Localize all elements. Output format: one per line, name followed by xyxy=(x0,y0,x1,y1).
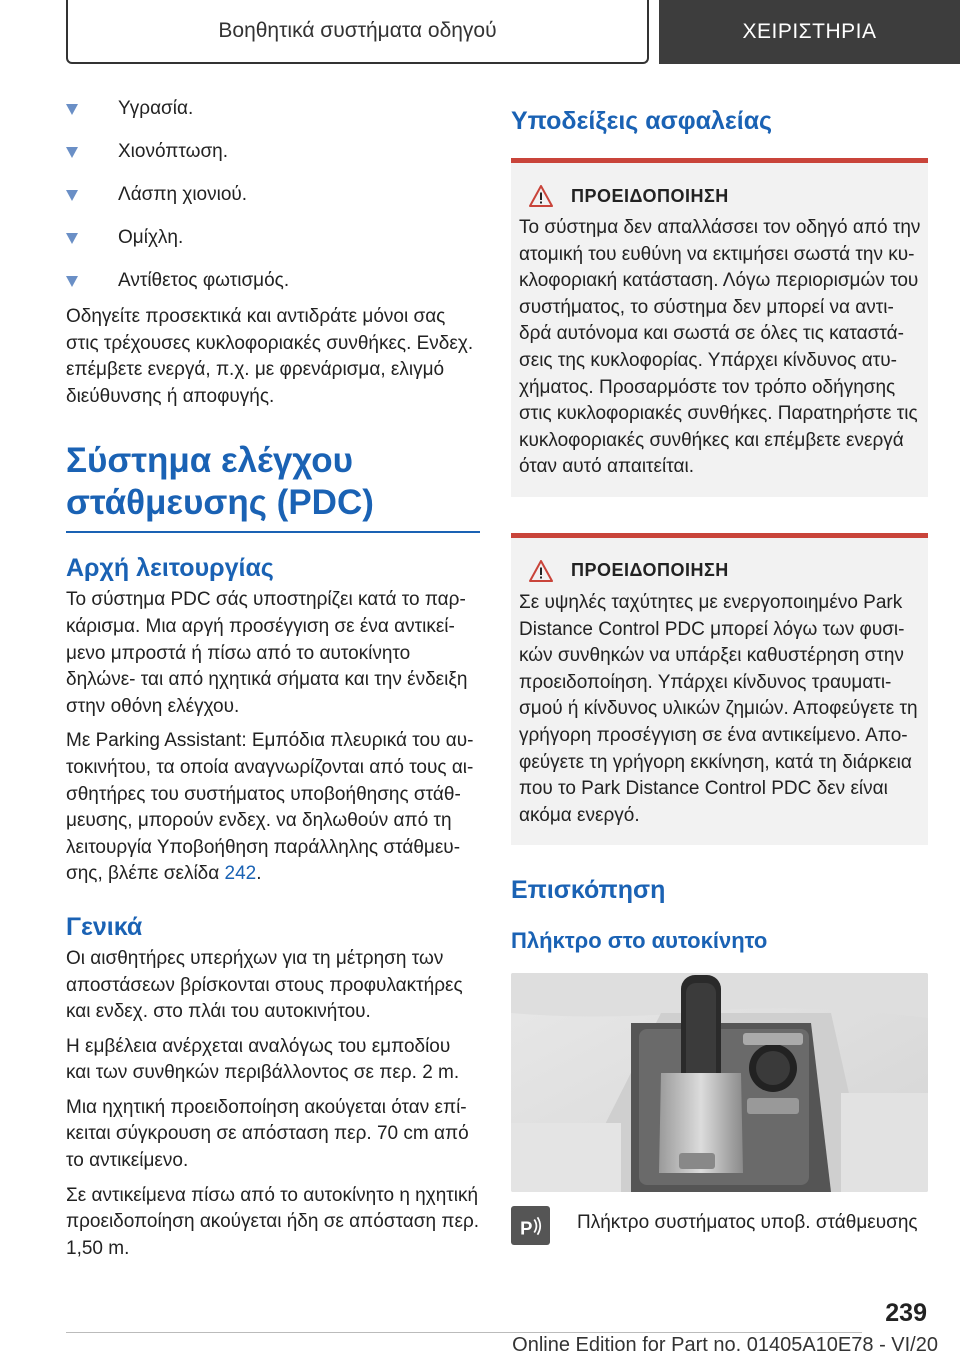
principle-paragraph-1: Το σύστημα PDC σάς υποστηρίζει κατά το παρ- κάρισμα. Μια αργή προσέγγιση σε ένα αντικεί- μενο μπροστά ή πίσω από το αυτοκίνητο δηλώνε- ται από ηχητικά σήματα και την ένδειξη στην οθόνη ελέγχου. xyxy=(66,589,468,717)
page-reference-link[interactable]: 242 xyxy=(224,863,257,885)
title-divider xyxy=(66,531,480,533)
bullet-triangle-icon xyxy=(66,147,78,158)
svg-text:P: P xyxy=(519,1217,532,1239)
chapter-tab xyxy=(659,0,960,64)
chapter-title: ΧΕΙΡΙΣΤΗΡΙΑ xyxy=(742,20,877,43)
page-title xyxy=(66,440,480,524)
general-paragraph-1: Οι αισθητήρες υπερήχων για τη μέτρηση των αποστάσεων βρίσκονται στους προφυλακτήρες και ενδεχ. στο πλάι του αυτοκινήτου. xyxy=(66,947,463,1023)
list-item: Ομίχλη. xyxy=(66,225,480,251)
general-paragraph-3: Μια ηχητική προειδοποίηση ακούγεται όταν επί- κειται σύγκρουση σε απόσταση περ. 70 cm από το αντικείμενο. xyxy=(66,1096,469,1172)
warning-box xyxy=(511,158,928,497)
principle-heading: Αρχή λειτουργίας xyxy=(66,554,274,583)
center-console-photo xyxy=(511,973,928,1192)
caption-text: Πλήκτρο συστήματος υποβ. στάθμευσης xyxy=(577,1212,918,1234)
warning-text: Το σύστημα δεν απαλλάσσει τον οδηγό από την ατομική του ευθύνη να εκτιμήσει σωστά την κυ- κλοφοριακή κατάσταση. Λόγω περιορισμών του συστήματος, το σύστημα δεν μπορεί να αντι- δρά αυτόνομα και σωστά σε όλες τις καταστά- σεις της κυκλοφορίας. Υπάρχει κίνδυνος ατυ- χήματος. Προσαρμόστε τον τρόπο οδήγησης στις κυκλοφοριακές συνθήκες. Παρατηρήστε τις κυκλοφοριακές συνθήκες και επέμβετε ενεργά όταν αυτό απαιτείται. xyxy=(519,217,921,478)
page-number: 239 xyxy=(885,1299,927,1327)
warning-box xyxy=(511,533,928,845)
condition-list xyxy=(66,96,480,294)
button-heading: Πλήκτρο στο αυτοκίνητο xyxy=(511,928,768,954)
bullet-triangle-icon xyxy=(66,104,78,115)
list-item: Λάσπη χιονιού. xyxy=(66,182,480,208)
overview-heading: Επισκόπηση xyxy=(511,876,666,905)
section-tab xyxy=(66,0,649,64)
general-heading: Γενικά xyxy=(66,912,143,941)
footer-divider xyxy=(66,1332,862,1333)
warning-title: ΠΡΟΕΙΔΟΠΟΙΗΣΗ xyxy=(571,560,729,581)
intro-paragraph: Οδηγείτε προσεκτικά και αντιδράτε μόνοι σας στις τρέχουσες κυκλοφοριακές συνθήκες. Ενδεχ. επέμβετε ενεργά, π.χ. με φρενάρισμα, ελιγμό διεύθυνσης ή αποφυγής. xyxy=(66,306,474,407)
bullet-triangle-icon xyxy=(66,233,78,244)
edition-footer: Online Edition for Part no. 01405A10E78 - VI/20 xyxy=(512,1334,938,1356)
warning-triangle-icon xyxy=(529,185,553,207)
warning-text: Σε υψηλές ταχύτητες με ενεργοποιημένο Park Distance Control PDC μπορεί λόγω των φυσι- κών συνθηκών να υπάρξει καθυστέρηση στην προειδοποίηση. Υπάρχει κίνδυνος τραυματι- σμού ή κίνδυνος υλικών ζημιών. Αποφεύγετε τη γρήγορη προσέγγιση σε ένα αντικείμενο. Απο- φεύγετε τη γρήγορη εκκίνηση, κατά τη διάρκεια που το Park Distance Control PDC δεν είναι ακόμα ενεργό. xyxy=(519,591,918,826)
page-title-line-2: στάθμευσης (PDC) xyxy=(66,483,374,523)
figure-caption xyxy=(511,1206,928,1245)
warning-title: ΠΡΟΕΙΔΟΠΟΙΗΣΗ xyxy=(571,185,729,206)
right-column xyxy=(511,96,928,1245)
list-item: Υγρασία. xyxy=(66,96,480,122)
parking-assist-icon xyxy=(511,1206,550,1245)
section-title: Βοηθητικά συστήματα οδηγού xyxy=(218,19,497,42)
page-title-line-1: Σύστημα ελέγχου xyxy=(66,441,353,481)
left-column xyxy=(66,96,480,1270)
list-item: Αντίθετος φωτισμός. xyxy=(66,268,480,294)
general-paragraph-4: Σε αντικείμενα πίσω από το αυτοκίνητο η ηχητική προειδοποίηση ακούγεται ήδη σε απόσταση περ. 1,50 m. xyxy=(66,1184,480,1259)
bullet-triangle-icon xyxy=(66,190,78,201)
principle-paragraph-2: Με Parking Assistant: Εμπόδια πλευρικά του αυ- τοκινήτου, τα οποία αναγνωρίζονται από τους αι- σθητήρες του συστήματος υποβοήθησης στάθ- μευσης, μπορούν ενδεχ. να δηλωθούν από τη λειτουργία Υποβοήθηση παράλληλης στάθμευ- σης, βλέπε σελίδα 242. xyxy=(66,730,474,885)
general-paragraph-2: Η εμβέλεια ανέρχεται αναλόγως του εμποδίου και των συνθηκών περιβάλλοντος σε περ. 2 m. xyxy=(66,1035,460,1084)
list-item: Χιονόπτωση. xyxy=(66,139,480,165)
safety-heading: Υποδείξεις ασφαλείας xyxy=(511,107,773,135)
warning-triangle-icon xyxy=(529,560,553,582)
bullet-triangle-icon xyxy=(66,276,78,287)
